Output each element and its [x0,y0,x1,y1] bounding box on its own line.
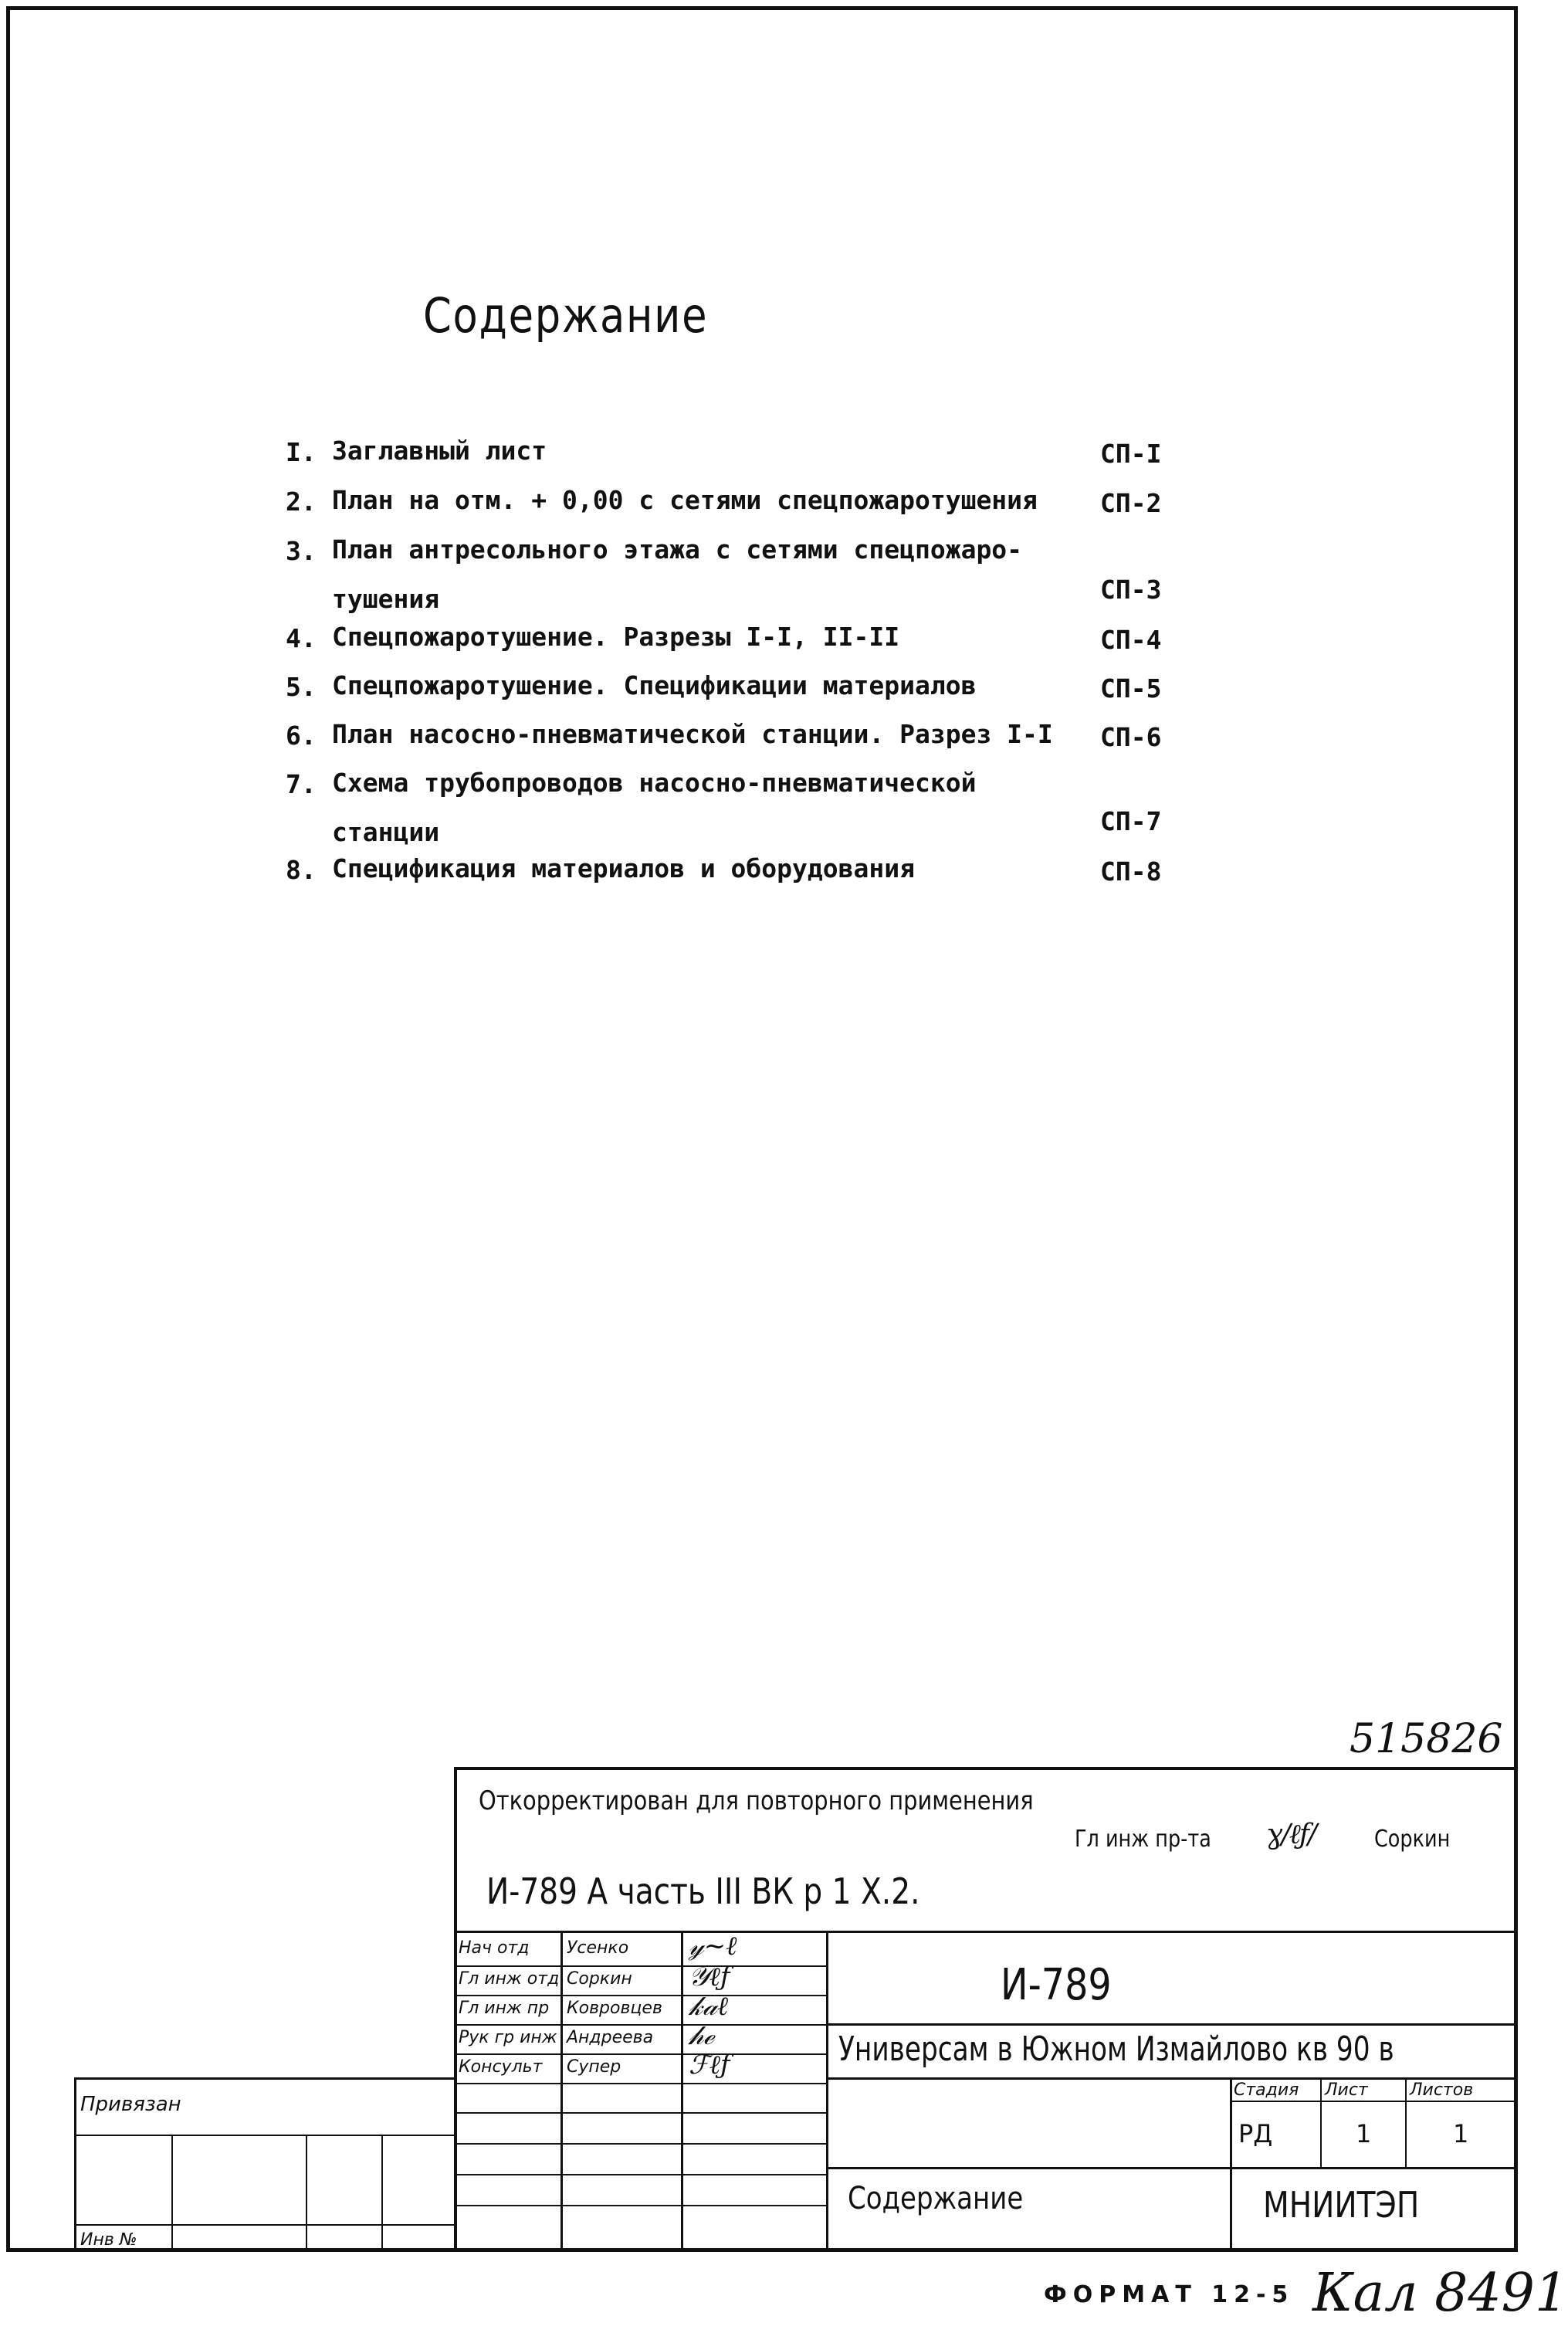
stamp-line [828,2167,1518,2169]
role-label: Рук гр инж [459,2028,557,2047]
project-line: И-789 А часть III ВК р 1 Х.2. [486,1870,920,1912]
signature: 𝒴ℓƒ [689,1962,730,1992]
stamp-line [828,2023,1518,2026]
stamp-line [454,2053,826,2055]
stamp-line [454,1995,826,1996]
stamp-line [828,2077,1518,2080]
stamp-line [171,2135,173,2252]
format-label: ФОРМАТ 12-5 [1044,2281,1295,2308]
object-name: Универсам в Южном Измайлово кв 90 в [838,2030,1394,2069]
stamp-line [454,2083,826,2084]
stage-header: Стадия [1234,2080,1299,2100]
stage-value: РД [1238,2119,1273,2148]
sheets-header: Листов [1410,2080,1474,2100]
privyazan-label: Привязан [80,2093,181,2116]
chief-engineer-name: Соркин [1374,1826,1451,1853]
role-label: Нач отд [459,1938,530,1958]
role-name: Усенко [567,1938,629,1958]
sheet-header: Лист [1325,2080,1368,2100]
stamp-line [381,2135,383,2252]
stamp-line [454,2112,826,2114]
page-title: Содержание [423,287,709,344]
stamp-line [74,2077,457,2080]
stamp-line [454,1965,826,1967]
correction-note: Откорректирован для повторного применения [479,1785,1034,1816]
stamp-line [1405,2077,1407,2167]
organization: МНИИТЭП [1263,2184,1420,2226]
inventory-label: Инв № [80,2230,137,2250]
archive-number: Кал 8491 [1312,2263,1568,2324]
doc-code: И-789 [1001,1960,1112,2010]
chief-engineer-label: Гл инж пр-та [1075,1826,1211,1853]
stamp-line [454,1931,1518,1933]
role-label: Гл инж отд [459,1969,560,1989]
stamp-line [1230,2077,1232,2252]
stamp-line [306,2135,307,2252]
signature: ℱℓƒ [689,2050,730,2080]
stamp-line [826,1933,828,2252]
stamp-line [1230,2101,1518,2102]
handwritten-number: 515826 [1350,1716,1503,1762]
role-name: Соркин [567,1969,632,1989]
sheet-title: Содержание [848,2181,1024,2216]
stamp-line [74,2077,76,2252]
signature: ɣ∕ℓƒ∕ [1266,1819,1316,1850]
signature: 𝓀𝒶ℓ [689,1991,729,2022]
stamp-line [454,2143,826,2145]
role-name: Андреева [567,2028,654,2047]
stamp-line [1320,2077,1322,2167]
stamp-line [454,2205,826,2206]
stamp-line [74,2135,457,2136]
role-name: Супер [567,2057,621,2077]
stamp-line [454,2024,826,2026]
sheet-value: 1 [1356,2119,1372,2148]
stamp-line [454,1767,457,2252]
signature: 𝒽ℯ [689,2020,714,2051]
drawing-frame [6,6,1518,2252]
signature: 𝓎~ℓ [689,1931,737,1962]
stamp-line [74,2224,457,2226]
role-name: Ковровцев [567,1999,662,2018]
stamp-line [454,1767,1518,1770]
role-label: Консульт [459,2057,543,2077]
stamp-line [454,2174,826,2175]
sheets-value: 1 [1453,2119,1469,2148]
role-label: Гл инж пр [459,1999,550,2018]
